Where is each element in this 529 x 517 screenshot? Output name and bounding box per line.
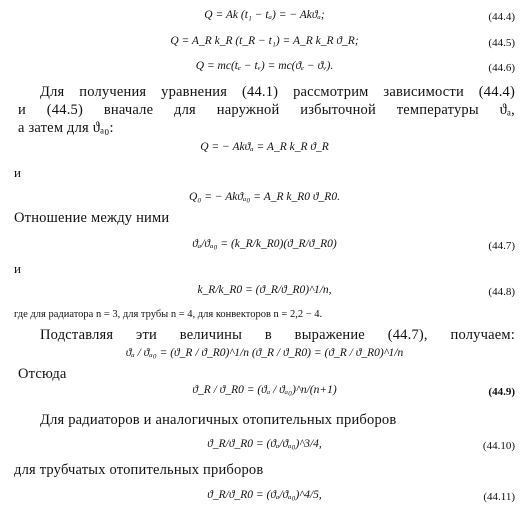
equation-44-6 <box>0 61 529 73</box>
equation-44-4-number: (44.4) <box>488 11 515 23</box>
equation-44-10: ϑ_R/ϑ_R0 = (ϑₐ/ϑₐ₀)^3/4, <box>207 438 322 450</box>
equation-44-7-number: (44.7) <box>488 240 515 252</box>
equation-44-11: ϑ_R/ϑ_R0 = (ϑₐ/ϑₐ₀)^4/5, <box>207 489 322 501</box>
equation-q-relation: Q = − Akϑₐ = A_R k_R ϑ_R <box>200 141 329 153</box>
tubular-line: для трубчатых отопительных приборов <box>14 462 264 478</box>
relation-heading: Отношение между ними <box>14 210 170 226</box>
equation-q0-relation: Q₀ = − Akϑₐ₀ = A_R k_R0 ϑ_R0. <box>189 191 340 203</box>
equation-44-6-text: Q = mc(tₑ − tᵥ) = mc(ϑₑ − ϑᵥ). <box>195 60 334 72</box>
equation-44-5-number: (44.5) <box>488 37 515 49</box>
paragraph-line-1: Для получения уравнения (44.1) рассмотрим зависимости (44.4) <box>40 84 515 100</box>
equation-substituted: ϑₐ / ϑₐ₀ = (ϑ_R / ϑ_R0)^1/n (ϑ_R / ϑ_R0) = (ϑ_R / ϑ_R0)^1/n <box>125 347 404 359</box>
equation-44-9: ϑ_R / ϑ_R0 = (ϑₐ / ϑₐ₀)^n/(n+1) <box>192 384 337 396</box>
equation-44-11-number: (44.11) <box>483 491 515 503</box>
equation-44-5 <box>0 36 529 48</box>
equation-44-9-number: (44.9) <box>488 386 515 398</box>
paragraph-line-2: и (44.5) вначале для наружной избыточной температуры ϑₐ, <box>18 102 515 118</box>
equation-44-4-text: Q = Ak (t₁ − tₐ) = − Akϑₐ; <box>204 9 325 21</box>
equation-44-10-number: (44.10) <box>482 440 515 452</box>
equation-44-5-text: Q = A_R k_R (t_R − t₁) = A_R k_R ϑ_R; <box>170 35 359 47</box>
conjunction-and-2: и <box>14 261 22 276</box>
equation-44-8-number: (44.8) <box>488 286 515 298</box>
equation-44-7: ϑₐ/ϑₐ₀ = (k_R/k_R0)(ϑ_R/ϑ_R0) <box>192 238 337 250</box>
equation-44-8: k_R/k_R0 = (ϑ_R/ϑ_R0)^1/n, <box>197 284 332 296</box>
exponent-note: где для радиатора n = 3, для трубы n = 4, для конвекторов n = 2,2 − 4. <box>14 309 323 320</box>
substitute-line: Подставляя эти величины в выражение (44.7), получаем: <box>40 327 515 343</box>
equation-44-4 <box>0 10 529 22</box>
conjunction-and-1: и <box>14 165 22 180</box>
paragraph-line-3: а затем для ϑₐ₀: <box>18 120 114 136</box>
hence-label: Отсюда <box>18 366 67 382</box>
radiators-line: Для радиаторов и аналогичных отопительных приборов <box>40 412 397 428</box>
equation-44-6-number: (44.6) <box>488 62 515 74</box>
